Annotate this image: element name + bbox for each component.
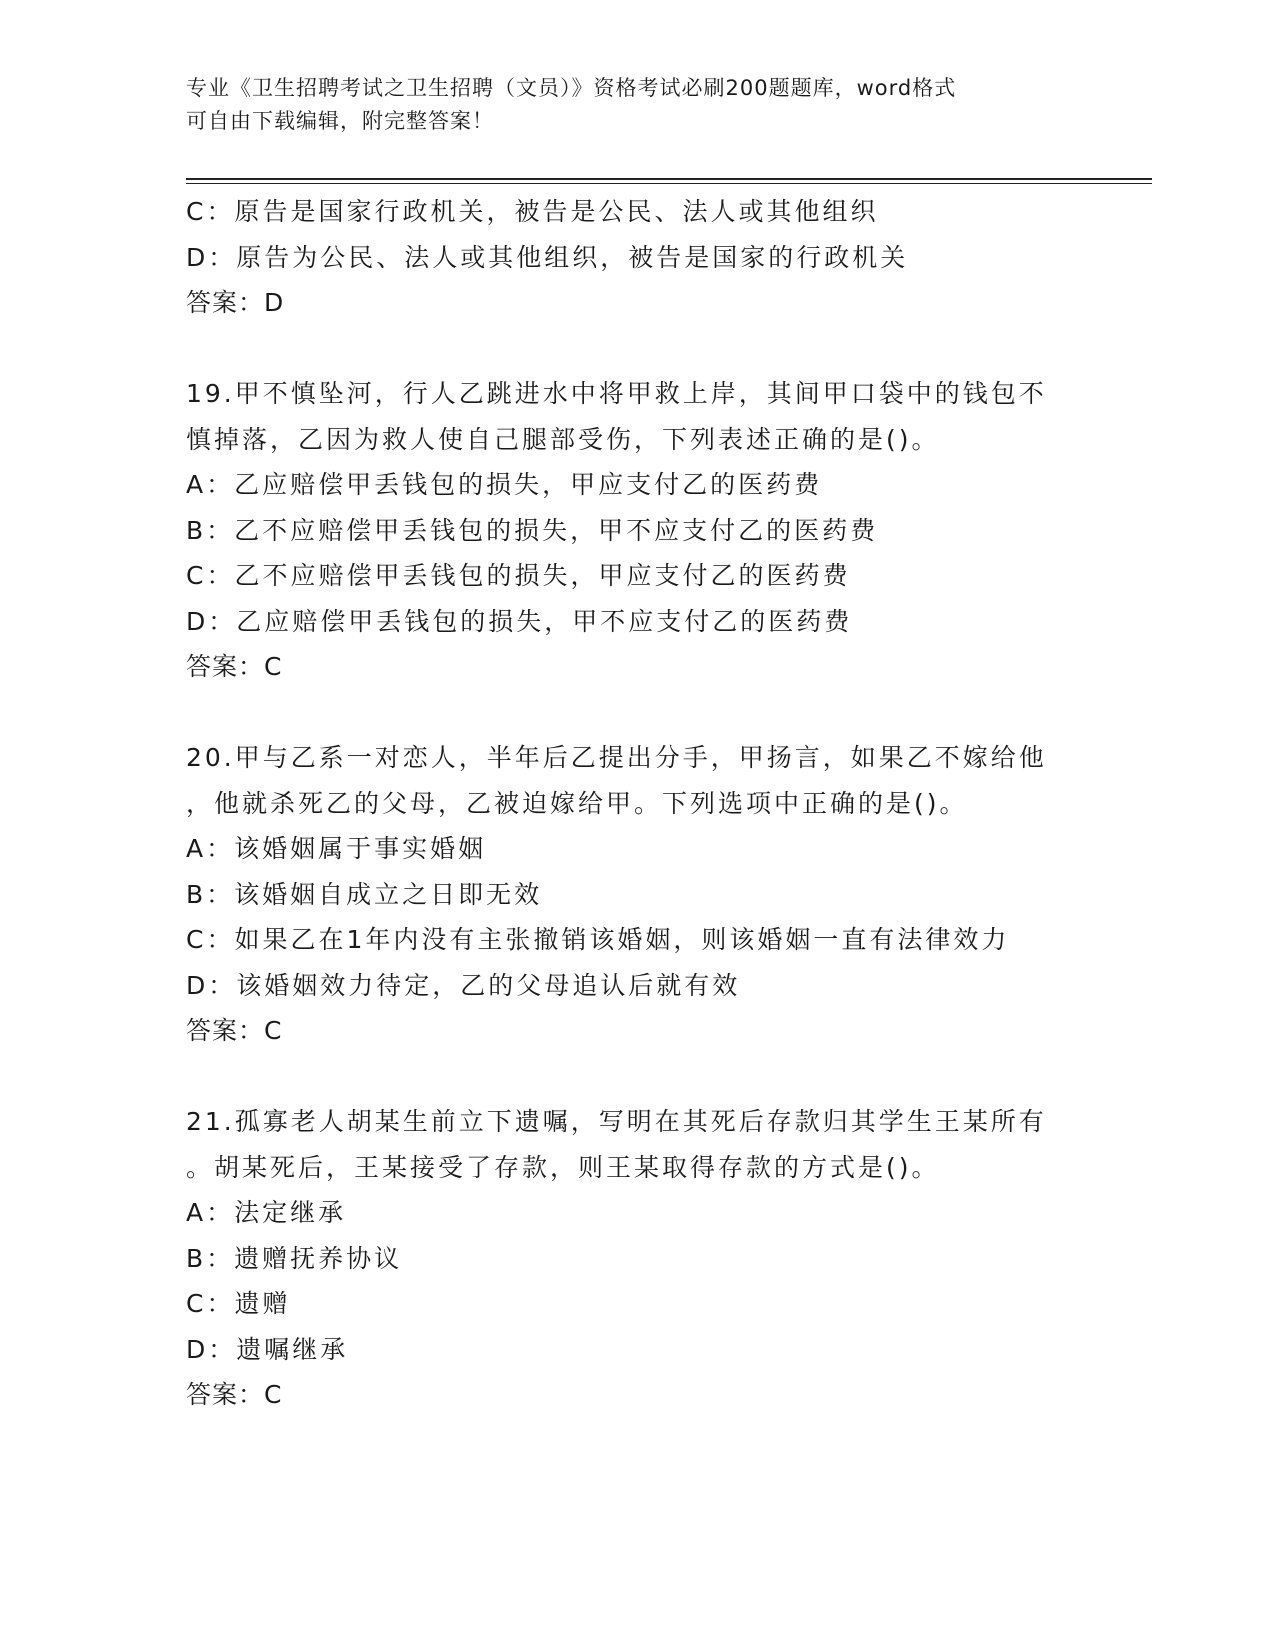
option-c: C：原告是国家行政机关，被告是公民、法人或其他组织 <box>186 197 879 226</box>
option-d: D：乙应赔偿甲丢钱包的损失，甲不应支付乙的医药费 <box>186 606 853 636</box>
question-stem: 慎掉落，乙因为救人使自己腿部受伤，下列表述正确的是()。 <box>186 424 940 454</box>
question-continued <box>186 189 1086 326</box>
option-d: D：该婚姻效力待定，乙的父母追认后就有效 <box>186 970 741 1000</box>
question-20 <box>186 735 1086 1054</box>
answer: 答案：C <box>186 1016 283 1045</box>
document-header <box>186 72 1066 138</box>
option-a: A：乙应赔偿甲丢钱包的损失，甲应支付乙的医药费 <box>186 470 823 499</box>
question-21 <box>186 1099 1086 1418</box>
header-divider-thick <box>186 178 1152 180</box>
question-stem: 21.孤寡老人胡某生前立下遗嘱，写明在其死后存款归其学生王某所有 <box>186 1107 1047 1136</box>
answer: 答案：C <box>186 652 283 681</box>
question-stem: 。胡某死后，王某接受了存款，则王某取得存款的方式是()。 <box>186 1152 940 1182</box>
question-list <box>186 189 1086 1418</box>
question-stem: 20.甲与乙系一对恋人，半年后乙提出分手，甲扬言，如果乙不嫁给他 <box>186 743 1047 772</box>
option-d: D：原告为公民、法人或其他组织，被告是国家的行政机关 <box>186 242 909 272</box>
option-b: B：遗赠抚养协议 <box>186 1243 403 1273</box>
option-c: C：如果乙在1年内没有主张撤销该婚姻，则该婚姻一直有法律效力 <box>186 925 1010 954</box>
option-b: B：乙不应赔偿甲丢钱包的损失，甲不应支付乙的医药费 <box>186 515 879 545</box>
header-line-1: 专业《卫生招聘考试之卫生招聘（文员）》资格考试必刷200题题库，word格式 <box>186 76 957 100</box>
option-a: A：该婚姻属于事实婚姻 <box>186 834 487 863</box>
header-divider-thin <box>186 183 1152 184</box>
option-a: A：法定继承 <box>186 1198 347 1227</box>
option-d: D：遗嘱继承 <box>186 1334 349 1364</box>
option-b: B：该婚姻自成立之日即无效 <box>186 879 543 909</box>
question-19 <box>186 371 1086 690</box>
answer: 答案：C <box>186 1380 283 1409</box>
question-stem: 19.甲不慎坠河，行人乙跳进水中将甲救上岸，其间甲口袋中的钱包不 <box>186 379 1047 408</box>
header-line-2: 可自由下载编辑，附完整答案！ <box>186 109 494 133</box>
question-stem: ，他就杀死乙的父母，乙被迫嫁给甲。下列选项中正确的是()。 <box>186 788 968 818</box>
option-c: C：遗赠 <box>186 1289 291 1318</box>
option-c: C：乙不应赔偿甲丢钱包的损失，甲应支付乙的医药费 <box>186 561 851 590</box>
answer: 答案：D <box>186 288 285 317</box>
